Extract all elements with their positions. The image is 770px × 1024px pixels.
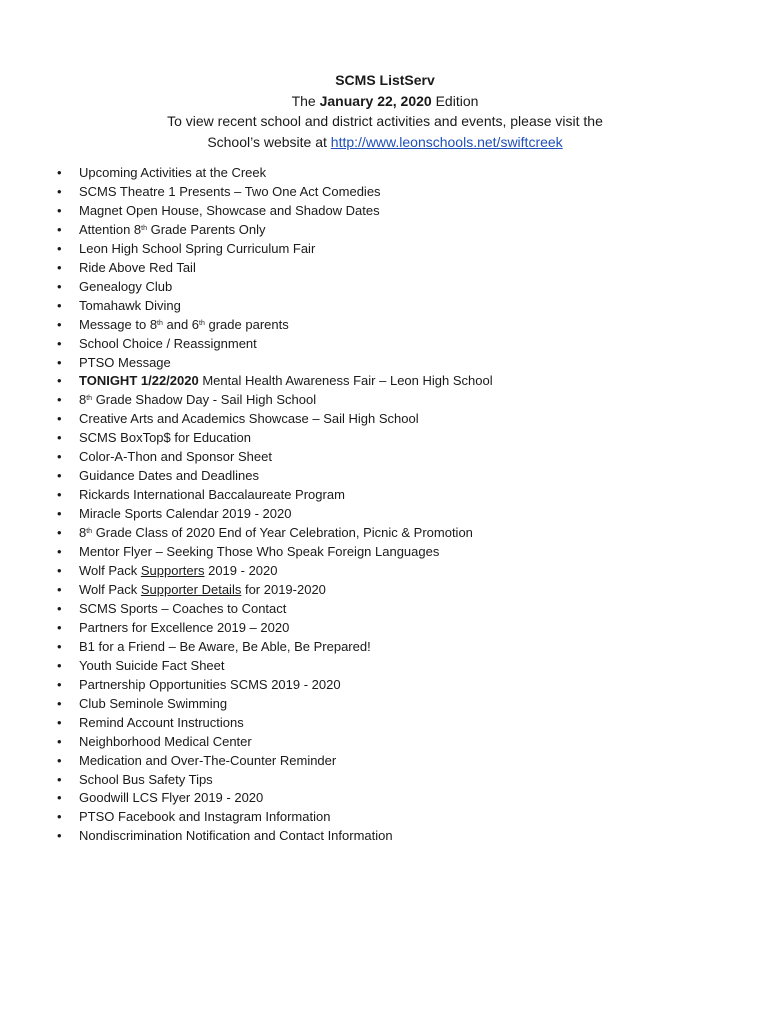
- bullet-icon: •: [57, 581, 62, 597]
- list-item-text: B1 for a Friend – Be Aware, Be Able, Be Prepared!: [79, 638, 371, 654]
- list-item-text: Remind Account Instructions: [79, 714, 244, 730]
- list-item-text: and 6: [162, 316, 200, 332]
- list-item-text: Medication and Over-The-Counter Reminder: [79, 752, 337, 768]
- bullet-icon: •: [57, 183, 62, 199]
- list-item-text: School Bus Safety Tips: [79, 771, 213, 787]
- list-item-text: SCMS BoxTop$ for Education: [79, 430, 251, 446]
- edition-date: January 22, 2020: [319, 92, 432, 109]
- list-item: [57, 467, 737, 486]
- list-item-text: Partnership Opportunities SCMS 2019 - 2020: [79, 676, 341, 692]
- bullet-icon: •: [57, 373, 62, 389]
- list-item: [57, 164, 737, 183]
- list-item-text: 8: [79, 392, 87, 408]
- list-item: [57, 240, 737, 259]
- list-item-text: 8: [79, 525, 87, 541]
- edition-suffix: Edition: [435, 92, 479, 109]
- list-item-text: Club Seminole Swimming: [79, 695, 228, 711]
- list-item-text: School Choice / Reassignment: [79, 335, 257, 351]
- bullet-icon: •: [57, 221, 62, 237]
- website-line: [0, 132, 770, 153]
- ordinal-suffix: th: [199, 319, 205, 327]
- bullet-icon: •: [57, 809, 62, 825]
- list-item-text: Partners for Excellence 2019 – 2020: [79, 619, 290, 635]
- list-item-text: Mental Health Awareness Fair – Leon High School: [198, 373, 493, 389]
- list-item: [57, 524, 737, 543]
- list-item: [57, 733, 737, 752]
- list-item-text: PTSO Facebook and Instagram Information: [79, 809, 331, 825]
- bullet-icon: •: [57, 714, 62, 730]
- list-item: [57, 543, 737, 562]
- list-item: [57, 600, 737, 619]
- list-item-text: SCMS Sports – Coaches to Contact: [79, 600, 287, 616]
- edition-prefix: The: [291, 92, 316, 109]
- list-item: [57, 619, 737, 638]
- list-item: [57, 771, 737, 790]
- bullet-icon: •: [57, 695, 62, 711]
- list-item: [57, 486, 737, 505]
- list-item-text: Grade Shadow Day - Sail High School: [92, 392, 317, 408]
- bullet-icon: •: [57, 392, 62, 408]
- list-item: [57, 372, 737, 391]
- list-item: [57, 752, 737, 771]
- list-item-text: Nondiscrimination Notification and Contact Information: [79, 828, 393, 844]
- list-item-text: Leon High School Spring Curriculum Fair: [79, 240, 316, 256]
- list-item: [57, 297, 737, 316]
- bullet-icon: •: [57, 752, 62, 768]
- list-item-text: Rickards International Baccalaureate Program: [79, 487, 345, 503]
- list-item-text: Tomahawk Diving: [79, 297, 181, 313]
- list-item-text: Youth Suicide Fact Sheet: [79, 657, 225, 673]
- list-item-bold-text: TONIGHT 1/22/2020: [79, 373, 199, 389]
- activities-list: [57, 164, 737, 846]
- list-item: [57, 259, 737, 278]
- list-item-text: Miracle Sports Calendar 2019 - 2020: [79, 506, 292, 522]
- bullet-icon: •: [57, 335, 62, 351]
- website-prefix: School’s website at: [207, 133, 327, 150]
- list-item: [57, 695, 737, 714]
- bullet-icon: •: [57, 525, 62, 541]
- supporters-link[interactable]: Supporters: [140, 563, 205, 579]
- newsletter-header: [0, 70, 770, 152]
- list-item-text: for 2019-2020: [241, 581, 326, 597]
- bullet-icon: •: [57, 544, 62, 560]
- bullet-icon: •: [57, 506, 62, 522]
- bullet-icon: •: [57, 240, 62, 256]
- list-item: [57, 316, 737, 335]
- list-item: [57, 581, 737, 600]
- bullet-icon: •: [57, 638, 62, 654]
- bullet-icon: •: [57, 828, 62, 844]
- list-item: [57, 335, 737, 354]
- bullet-icon: •: [57, 430, 62, 446]
- bullet-icon: •: [57, 600, 62, 616]
- list-item-text: 2019 - 2020: [204, 563, 278, 579]
- bullet-icon: •: [57, 449, 62, 465]
- bullet-icon: •: [57, 468, 62, 484]
- bullet-icon: •: [57, 771, 62, 787]
- list-item: [57, 448, 737, 467]
- bullet-icon: •: [57, 202, 62, 218]
- bullet-icon: •: [57, 297, 62, 313]
- bullet-icon: •: [57, 354, 62, 370]
- list-item-text: Attention 8: [79, 221, 142, 237]
- list-item-text: Upcoming Activities at the Creek: [79, 165, 267, 180]
- list-item: [57, 676, 737, 695]
- supporter-details-link[interactable]: Supporter Details: [140, 581, 242, 597]
- list-item-text: SCMS Theatre 1 Presents – Two One Act Comedies: [79, 183, 381, 199]
- list-item-text: grade parents: [204, 316, 289, 332]
- list-item: [57, 221, 737, 240]
- bullet-icon: •: [57, 676, 62, 692]
- bullet-icon: •: [57, 790, 62, 806]
- bullet-icon: •: [57, 165, 62, 180]
- list-item-text: Magnet Open House, Showcase and Shadow Dates: [79, 202, 380, 218]
- list-item: [57, 789, 737, 808]
- list-item-text: Ride Above Red Tail: [79, 259, 196, 275]
- list-item-text: PTSO Message: [79, 354, 171, 370]
- visit-line: To view recent school and district activities and events, please visit the: [167, 113, 603, 129]
- list-item: [57, 505, 737, 524]
- list-item: [57, 638, 737, 657]
- list-item-text: Color-A-Thon and Sponsor Sheet: [79, 449, 272, 465]
- edition-line: [0, 91, 770, 112]
- list-item-text: Wolf Pack: [79, 563, 141, 579]
- list-item: [57, 354, 737, 373]
- bullet-icon: •: [57, 619, 62, 635]
- list-item-text: Mentor Flyer – Seeking Those Who Speak Foreign Languages: [79, 544, 440, 560]
- list-item-text: Wolf Pack: [79, 581, 141, 597]
- list-item-text: Goodwill LCS Flyer 2019 - 2020: [79, 790, 264, 806]
- list-item: [57, 202, 737, 221]
- list-item: [57, 657, 737, 676]
- ordinal-suffix: th: [86, 528, 93, 536]
- ordinal-suffix: th: [86, 395, 93, 403]
- list-item-text: Grade Parents Only: [147, 221, 266, 237]
- website-link[interactable]: http://www.leonschools.net/swiftcreek: [330, 133, 563, 150]
- list-item-text: Grade Class of 2020 End of Year Celebration, Picnic & Promotion: [92, 525, 473, 541]
- ordinal-suffix: th: [141, 224, 147, 232]
- list-item-text: Genealogy Club: [79, 278, 173, 294]
- bullet-icon: •: [57, 733, 62, 749]
- list-item: [57, 808, 737, 827]
- list-item: [57, 391, 737, 410]
- bullet-icon: •: [57, 411, 62, 427]
- bullet-icon: •: [57, 316, 62, 332]
- list-item-text: Message to 8: [79, 316, 158, 332]
- ordinal-suffix: th: [157, 319, 163, 327]
- list-item: [57, 429, 737, 448]
- list-item-text: Creative Arts and Academics Showcase – Sail High School: [79, 411, 419, 427]
- list-item: [57, 714, 737, 733]
- list-item: [57, 827, 737, 846]
- list-item: [57, 562, 737, 581]
- list-item-text: Guidance Dates and Deadlines: [79, 468, 259, 484]
- newsletter-title: SCMS ListServ: [335, 72, 435, 88]
- bullet-icon: •: [57, 563, 62, 579]
- bullet-icon: •: [57, 259, 62, 275]
- list-item-text: Neighborhood Medical Center: [79, 733, 252, 749]
- bullet-icon: •: [57, 487, 62, 503]
- bullet-icon: •: [57, 278, 62, 294]
- list-item: [57, 278, 737, 297]
- bullet-icon: •: [57, 657, 62, 673]
- list-item: [57, 183, 737, 202]
- list-item: [57, 410, 737, 429]
